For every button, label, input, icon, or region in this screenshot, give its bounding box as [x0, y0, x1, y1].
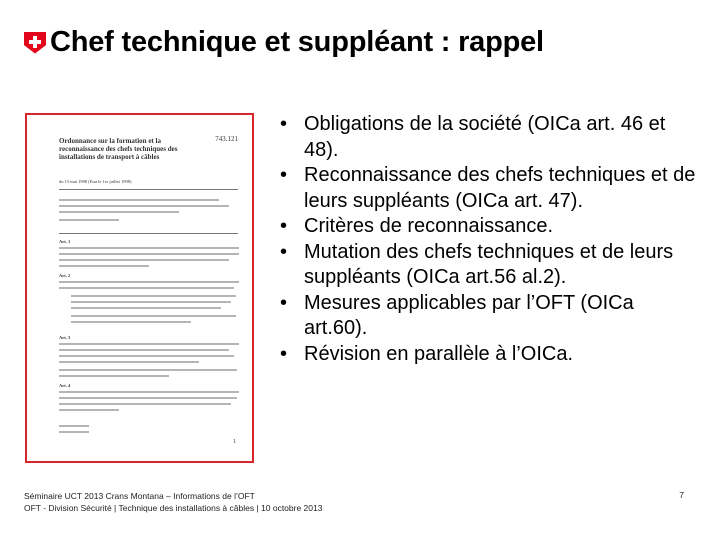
title-row — [24, 26, 544, 59]
bullet-icon: • — [280, 342, 288, 365]
document-heading: Ordonnance sur la formation et la reconnaissance des chefs techniques des installations de transport à câbles — [59, 137, 178, 161]
bullet-item: • Mesures applicables par l’OFT (OICa art.60). — [280, 291, 634, 339]
document-date: du 15 mai 1998 (Etat le 1er juillet 1998) — [59, 179, 132, 184]
bullet-icon: • — [280, 113, 288, 135]
bullet-item: • Révision en parallèle à l’OICa. — [280, 342, 700, 368]
swiss-cross-icon — [24, 32, 46, 54]
page-title: Chef technique et suppléant : rappel — [50, 26, 544, 58]
text-line — [59, 247, 239, 249]
text-line — [59, 259, 229, 261]
text-line — [59, 355, 234, 357]
text-line — [71, 321, 191, 323]
text-line — [59, 265, 149, 267]
article-label: Art. 1 — [59, 239, 71, 244]
divider — [59, 233, 238, 234]
footer — [24, 490, 322, 514]
text-line — [59, 361, 199, 363]
bullet-item: • Reconnaissance des chefs techniques et de leurs suppléants (OICa art. 47). — [280, 164, 696, 212]
text-line — [59, 219, 119, 221]
bullet-icon: • — [280, 291, 288, 314]
text-line — [59, 199, 219, 201]
article-label: Art. 3 — [59, 335, 71, 340]
text-line — [71, 307, 221, 309]
slide-page-number: 7 — [679, 490, 684, 500]
text-line — [59, 205, 229, 207]
text-line — [59, 369, 237, 371]
text-line — [59, 409, 119, 411]
text-line — [71, 301, 231, 303]
ordinance-document-image — [25, 113, 254, 463]
text-line — [59, 431, 89, 433]
bullet-icon: • — [280, 215, 288, 237]
text-line — [59, 375, 169, 377]
bullet-icon: • — [280, 164, 288, 186]
bullet-item: • Critères de reconnaissance. — [280, 214, 700, 240]
document-page-number: 1 — [233, 439, 236, 445]
bullet-icon: • — [280, 240, 288, 263]
footer-division: OFT - Division Sécurité | Technique des installations à câbles | 10 octobre 2013 — [24, 503, 323, 513]
divider — [59, 189, 238, 190]
text-line — [59, 425, 89, 427]
text-line — [59, 403, 231, 405]
text-line — [71, 315, 236, 317]
text-line — [71, 295, 236, 297]
bullet-list — [280, 112, 700, 367]
text-line — [59, 397, 237, 399]
document-number: 743.121 — [215, 135, 238, 143]
bullet-item: • Obligations de la société (OICa art. 46 et 48). — [280, 113, 666, 161]
text-line — [59, 211, 179, 213]
text-line — [59, 391, 239, 393]
bullet-item: • Mutation des chefs techniques et de leurs suppléants (OICa art.56 al.2). — [280, 240, 674, 288]
article-label: Art. 2 — [59, 273, 71, 278]
text-line — [59, 343, 239, 345]
text-line — [59, 349, 229, 351]
footer-seminar: Séminaire UCT 2013 Crans Montana – Informations de l’OFT — [24, 491, 255, 501]
article-label: Art. 4 — [59, 383, 71, 388]
text-line — [59, 287, 234, 289]
text-line — [59, 253, 239, 255]
text-line — [59, 281, 239, 283]
